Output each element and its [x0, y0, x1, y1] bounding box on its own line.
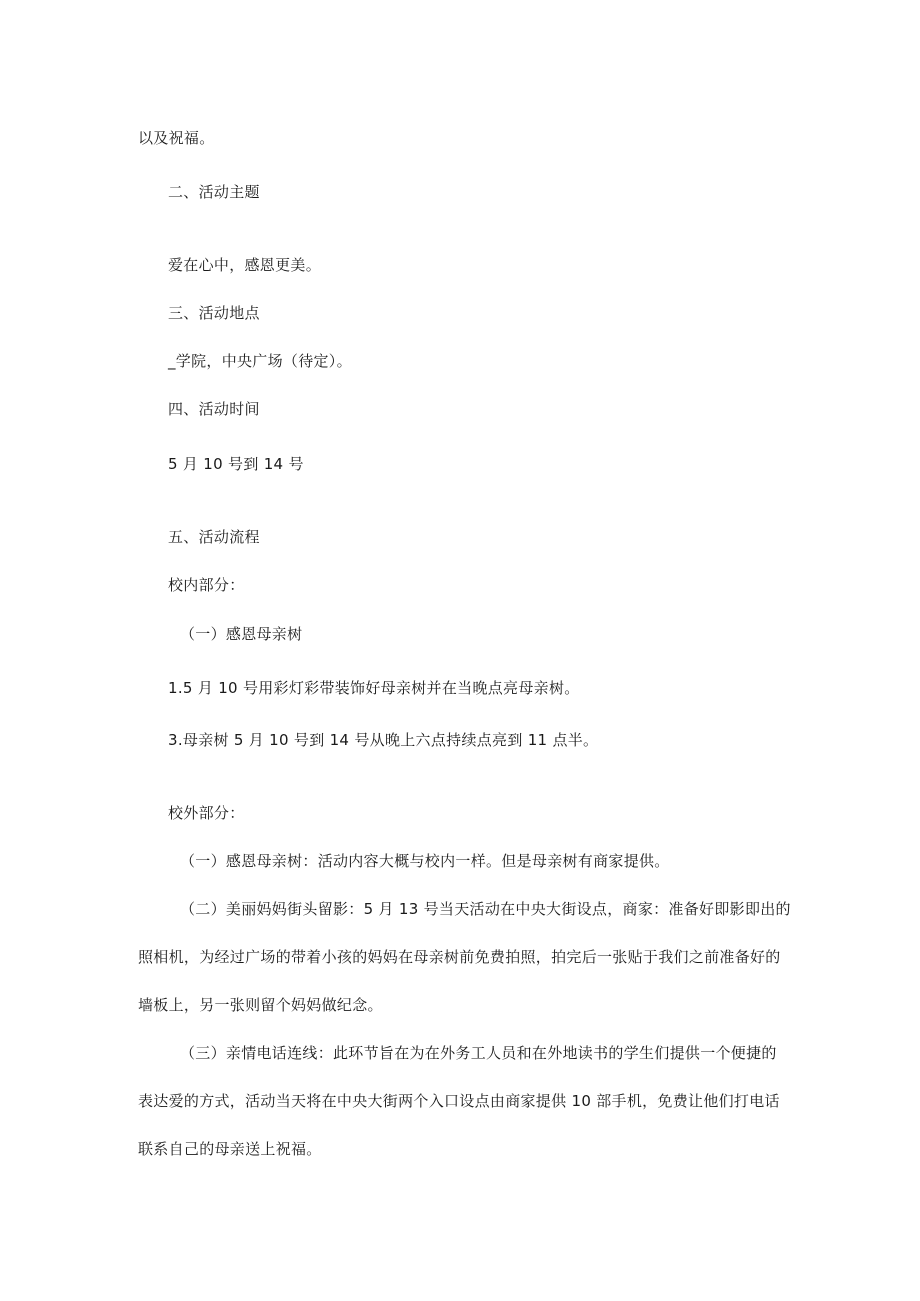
- heading-activity-location: 三、活动地点: [168, 304, 260, 322]
- item-family-call-line-2: 表达爱的方式，活动当天将在中央大街两个入口设点由商家提供 10 部手机，免费让他们打电话: [138, 1092, 780, 1110]
- item-street-photo-line-2: 照相机，为经过广场的带着小孩的妈妈在母亲树前免费拍照，拍完后一张贴于我们之前准备好的: [138, 948, 781, 966]
- text-location: _学院，中央广场（待定）。: [168, 352, 352, 370]
- item-street-photo-line-1: （二）美丽妈妈街头留影：5 月 13 号当天活动在中央大街设点，商家：准备好即影即出的: [180, 900, 791, 918]
- item-off-campus-mother-tree: （一）感恩母亲树：活动内容大概与校内一样。但是母亲树有商家提供。: [180, 852, 670, 870]
- text-theme-slogan: 爱在心中，感恩更美。: [168, 256, 322, 274]
- text-time: 5 月 10 号到 14 号: [168, 455, 304, 473]
- item-street-photo-line-3: 墙板上，另一张则留个妈妈做纪念。: [138, 996, 383, 1014]
- item-gratitude-mother-tree: （一）感恩母亲树: [180, 625, 303, 643]
- item-family-call-line-1: （三）亲情电话连线：此环节旨在为在外务工人员和在外地读书的学生们提供一个便捷的: [180, 1044, 777, 1062]
- subheading-off-campus: 校外部分：: [168, 804, 245, 822]
- text-step-3: 3.母亲树 5 月 10 号到 14 号从晚上六点持续点亮到 11 点半。: [168, 731, 599, 749]
- subheading-on-campus: 校内部分：: [168, 576, 245, 594]
- heading-activity-time: 四、活动时间: [168, 400, 260, 418]
- item-family-call-line-3: 联系自己的母亲送上祝福。: [138, 1140, 322, 1158]
- heading-activity-theme: 二、活动主题: [168, 183, 260, 201]
- heading-activity-process: 五、活动流程: [168, 528, 260, 546]
- text-step-1: 1.5 月 10 号用彩灯彩带装饰好母亲树并在当晚点亮母亲树。: [168, 679, 580, 697]
- text-line-closing: 以及祝福。: [138, 129, 215, 147]
